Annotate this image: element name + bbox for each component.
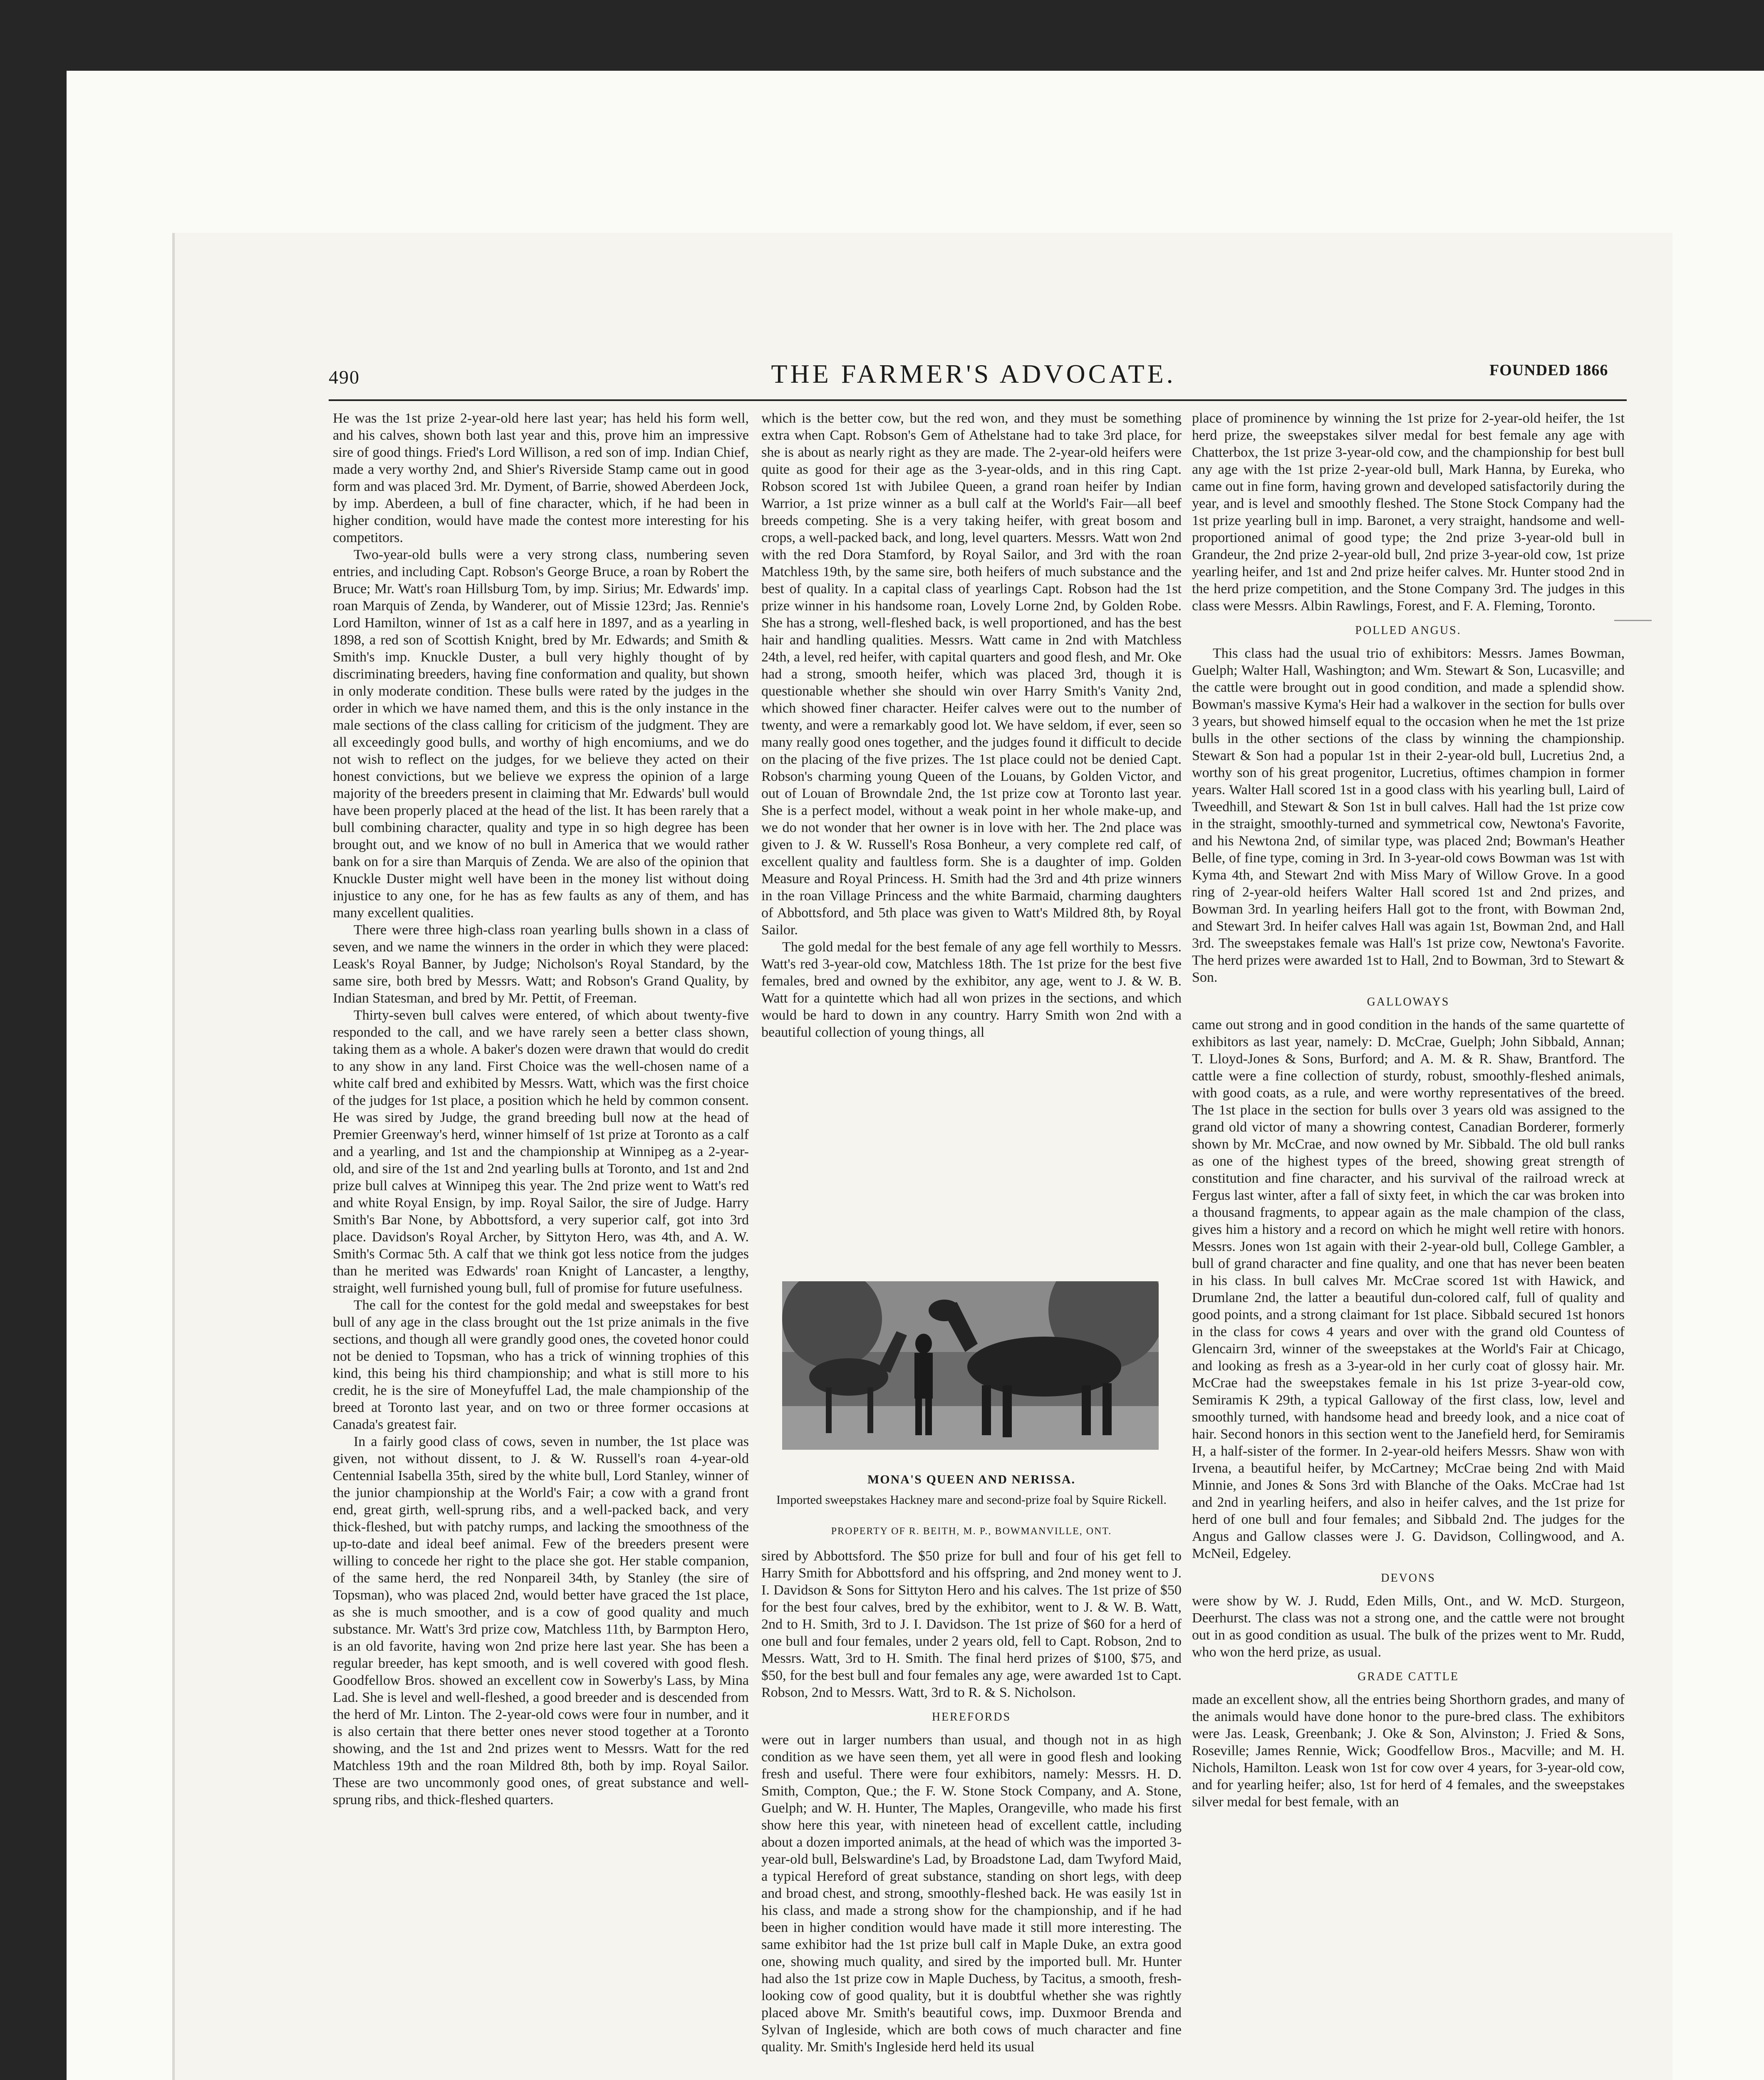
paragraph: were out in larger numbers than usual, and though not in as high condition as we have seen them, yet all were in good flesh and looking fresh and useful. There were four exhibitors, namely: Messrs. H. D. Smith, Compton, Que.; the F. W. Stone Stock Company, and A. Stone, Guelph; and W. H. Hunter, The Maples, Orangeville, who made his first show here this year, with nineteen head of excellent cattle, including about a dozen imported animals, at the head of which was the imported 3-year-old bull, Belswardine's Lad, by Broadstone Lad, dam Twyford Maid, a typical Hereford of great substance, standing on short legs, with deep and broad chest, and strong, smoothly-fleshed back. He was easily 1st in his class, and made a strong show for the championship, and if he had been in higher condition would have made it still more interesting. The same exhibitor had the 1st prize bull calf in Maple Duke, an extra good one, showing much quality, and sired by the imported bull. Mr. Hunter had also the 1st prize cow in Maple Duchess, by Tacitus, a smooth, fresh-looking cow of good quality, but it is doubtful whether she was rightly placed above Mr. Smith's beautiful cows, imp. Duxmoor Brenda and Sylvan of Ingleside, which are both cows of much character and fine quality. Mr. Smith's Ingleside herd held its usual <box>761 1732 1182 2055</box>
column-1 <box>333 410 749 2080</box>
paragraph: This class had the usual trio of exhibitors: Messrs. James Bowman, Guelph; Walter Hall, Washington; and Wm. Stewart & Son, Lucasville; and the cattle were brought out in good condition, and made a splendid show. Bowman's massive Kyma's Heir had a walkover in the section for bulls over 3 years, but showed himself equal to the occasion when he met the 1st prize bulls in the other sections of the class by winning the championship. Stewart & Son had a popular 1st in their 2-year-old bull, Lucretius 2nd, a worthy son of his great progenitor, Lucretius, oftimes champion in former years. Walter Hall scored 1st in a good class with his yearling bull, Laird of Tweedhill, and Stewart & Son 1st in bull calves. Hall had the 1st prize cow in the straight, smoothly-turned and symmetrical cow, Newtona's Favorite, and his Newtona 2nd, of similar type, was placed 2nd; Bowman's Heather Belle, of fine type, coming in 3rd. In 3-year-old cows Bowman was 1st with Kyma 4th, and Stewart 2nd with Miss Mary of Willow Grove. In a good ring of 2-year-old heifers Walter Hall scored 1st and 2nd prizes, and Bowman 3rd. In yearling heifers Hall got to the front, with Bowman 2nd, and Stewart 3rd. In heifer calves Hall was again 1st, Bowman 2nd, and Hall 3rd. The sweepstakes female was Hall's 1st prize cow, Newtona's Favorite. The herd prizes were awarded 1st to Hall, 2nd to Bowman, 3rd to Stewart & Son. <box>1192 646 1625 985</box>
paragraph: sired by Abbottsford. The $50 prize for bull and four of his get fell to Harry Smith for Abbottsford and his offspring, and 2nd money went to J. I. Davidson & Sons for Sittyton Hero and his calves. The 1st prize of $50 for the best four calves, bred by the exhibitor, went to J. & W. B. Watt, 2nd to H. Smith, 3rd to J. I. Davidson. The 1st prize of $60 for a herd of one bull and four females, under 2 years old, fell to Capt. Robson, 2nd to Messrs. Watt, 3rd to H. Smith. The final herd prizes of $100, $75, and $50, for the best bull and four females any age, were awarded 1st to Capt. Robson, 2nd to Messrs. Watt, 3rd to R. & S. Nicholson. <box>761 1548 1182 1700</box>
paragraph: made an excellent show, all the entries being Shorthorn grades, and many of the animals would have done honor to the pure-bred class. The exhibitors were Jas. Leask, Greenbank; J. Oke & Son, Alvinston; J. Fried & Sons, Roseville; James Rennie, Wick; Goodfellow Bros., Macville; and M. H. Nichols, Hamilton. Leask won 1st for cow over 4 years, for 3-year-old cow, and for yearling heifer; also, 1st for herd of 4 females, and the sweepstakes silver medal for best female, with an <box>1192 1692 1625 1810</box>
horse-photograph <box>782 1281 1159 1450</box>
header-rule <box>329 399 1627 401</box>
column-2-lower <box>761 1548 1182 2080</box>
column-2 <box>761 410 1182 1250</box>
masthead-title: THE FARMER'S ADVOCATE. <box>771 359 1176 389</box>
founded-label: FOUNDED 1866 <box>1489 362 1608 379</box>
section-heading-polled-angus: POLLED ANGUS. <box>1355 624 1462 637</box>
paragraph: Thirty-seven bull calves were entered, of which about twenty-five responded to the call, and we have rarely seen a better class shown, taking them as a whole. A baker's dozen were drawn that would do credit to any show in any land. First Choice was the well-chosen name of a white calf bred and exhibited by Messrs. Watt, which was the first choice of the judges for 1st place, a position which he held by common consent. He was sired by Judge, the grand breeding bull now at the head of Premier Greenway's herd, winner himself of 1st prize at Toronto as a calf and a yearling, and 1st and the championship at Winnipeg as a 2-year-old, and sire of the 1st and 2nd yearling bulls at Toronto, and 1st and 2nd prize bull calves at Winnipeg this year. The 2nd prize went to Watt's red and white Royal Ensign, by imp. Royal Sailor, the sire of Judge. Harry Smith's Bar None, by Abbottsford, a very superior calf, got into 3rd place. Davidson's Royal Archer, by Sittyton Hero, was 4th, and A. W. Smith's Cormac 5th. A calf that we think got less notice from the judges than he merited was Edwards' roan Knight of Lancaster, a lengthy, straight, well furnished young bull, full of promise for future usefulness. <box>333 1008 749 1296</box>
section-heading-grade-cattle: GRADE CATTLE <box>1358 1670 1459 1683</box>
figure-title: MONA'S QUEEN AND NERISSA. <box>867 1473 1076 1486</box>
paragraph: were show by W. J. Rudd, Eden Mills, Ont., and W. McD. Sturgeon, Deerhurst. The class was not a strong one, and the cattle were not brought out in as good condition as usual. The bulk of the prizes went to Mr. Rudd, who won the herd prize, as usual. <box>1192 1593 1625 1660</box>
paragraph: He was the 1st prize 2-year-old here last year; has held his form well, and his calves, shown both last year and this, prove him an impressive sire of good things. Fried's Lord Willison, a red son of imp. Indian Chief, made a very worthy 2nd, and Shier's Riverside Stamp came out in good form and was placed 3rd. Mr. Dyment, of Barrie, showed Aberdeen Jock, by imp. Aberdeen, a bull of fine character, which, if he had been in higher condition, would have made the contest more interesting for his competitors. <box>333 411 749 545</box>
horse-photo-illustration <box>782 1281 1159 1450</box>
paragraph: There were three high-class roan yearling bulls shown in a class of seven, and we name the winners in the order in which they were placed: Leask's Royal Banner, by Judge; Nicholson's Royal Standard, by the same sire, both bred by Messrs. Watt; and Robson's Grand Quality, by Indian Statesman, and bred by Mr. Pettit, of Freeman. <box>333 922 749 1006</box>
section-heading-herefords: HEREFORDS <box>932 1711 1011 1723</box>
paragraph: came out strong and in good condition in the hands of the same quartette of exhibitors as last year, namely: D. McCrae, Guelph; John Sibbald, Annan; T. Lloyd-Jones & Sons, Burford; and A. M. & R. Shaw, Brantford. The cattle were a fine collection of sturdy, robust, smoothly-fleshed animals, with good coats, as a rule, and were worthy representatives of the breed. The 1st place in the section for bulls over 3 years old was assigned to the grand old victor of many a showring contest, Canadian Borderer, formerly shown by Mr. McCrae, and now owned by Mr. Sibbald. The old bull ranks as one of the highest types of the breed, showing great strength of constitution and fine character, and his survival of the railroad wreck at Fergus last winter, after a fall of sixty feet, in which the car was broken into a thousand fragments, to appear again as the male champion of the class, gives him a history and a record on which he might well retire with honors. Messrs. Jones won 1st again with their 2-year-old bull, College Gambler, a bull of grand character and fine quality, and one that has never been beaten in his class. In bull calves Mr. McCrae scored 1st with Hawick, and Drumlane 2nd, the latter a beautiful dun-colored calf, full of quality and good points, and a strong claimant for 1st place. Sibbald secured 1st honors in the class for cows 4 years and over with the grand old Countess of Glencairn 3rd, winner of the sweepstakes at the World's Fair at Chicago, and looking as fresh as a 3-year-old in her curly coat of glossy hair. Mr. McCrae had the sweepstakes female in his 1st prize 3-year-old cow, Semiramis K 29th, a typical Galloway of the first class, low, level and smoothly turned, with handsome head and breedy look, and a nice coat of hair. Second honors in this section went to the Janefield herd, for Semiramis H, a half-sister of the former. In 2-year-old heifers Messrs. Shaw won with Irvena, a beautiful heifer, by McCartney; McCrae being 2nd with Maid Minnie, and Jones & Sons 3rd with Blanche of the Oaks. McCrae had 1st and 2nd in yearling heifers, and also in heifer calves, and the 1st prize for herd of one bull and four females; and Sibbald 2nd. The judges for the Angus and Gallow classes were J. G. Davidson, Collingwood, and A. McNeil, Edgeley. <box>1192 1017 1625 1561</box>
column-3 <box>1192 410 1625 2080</box>
paragraph: The gold medal for the best female of any age fell worthily to Messrs. Watt's red 3-year-old cow, Matchless 18th. The 1st prize for the best five females, bred and owned by the exhibitor, any age, went to J. & W. B. Watt for a quintette which had all won prizes in the sections, and which would be hard to down in any country. Harry Smith won 2nd with a beautiful collection of young things, all <box>761 939 1182 1040</box>
paragraph: which is the better cow, but the red won, and they must be something extra when Capt. Robson's Gem of Athelstane had to take 3rd place, for she is about as nearly right as they are made. The 2-year-old heifers were quite as good for their age as the 3-year-olds, and in this ring Capt. Robson scored 1st with Jubilee Queen, a grand roan heifer by Indian Warrior, a 1st prize winner as a bull calf at the World's Fair—all beef breeds competing. She is a very taking heifer, with great bosom and crops, a well-packed back, and long, level quarters. Messrs. Watt won 2nd with the red Dora Stamford, by Royal Sailor, and 3rd with the roan Matchless 19th, by the same sire, both heifers of much substance and the best of quality. In a capital class of yearlings Capt. Robson had the 1st prize winner in his handsome roan, Lovely Lorne 2nd, by Golden Robe. She has a strong, well-fleshed back, is well proportioned, and has the best hair and handling qualities. Messrs. Watt came in 2nd with Matchless 24th, a level, red heifer, with capital quarters and good flesh, and Mr. Oke had a strong, smooth heifer, which was placed 3rd, though it is questionable whether she should win over Harry Smith's Vanity 2nd, which showed finer character. Heifer calves were out to the number of twenty, and were a remarkably good lot. We have seldom, if ever, seen so many really good ones together, and the judges found it difficult to decide on the placing of the five prizes. The 1st place could not be denied Capt. Robson's charming young Queen of the Louans, by Golden Victor, and out of Louan of Browndale 2nd, the 1st prize cow at Toronto last year. She is a perfect model, without a weak point in her whole make-up, and we do not wonder that her owner is in love with her. The 2nd place was given to J. & W. Russell's Rosa Bonheur, a very complete red calf, of excellent quality and faultless form. She is a daughter of imp. Golden Measure and Royal Princess. H. Smith had the 3rd and 4th prize winners in the roan Village Princess and the white Barmaid, charming daughters of Abbottsford, and 5th place was given to Watt's Mildred 8th, by Royal Sailor. <box>761 411 1182 938</box>
paragraph: place of prominence by winning the 1st prize for 2-year-old heifer, the 1st herd prize, the sweepstakes silver medal for best female any age with Chatterbox, the 1st prize 3-year-old cow, and the championship for best bull any age with the 1st prize 2-year-old bull, Mark Hanna, by Eureka, who came out in fine form, having grown and developed satisfactorily during the year, and is level and smoothly fleshed. The Stone Stock Company had the 1st prize yearling bull in imp. Baronet, a very straight, handsome and well-proportioned animal of good type; the 2nd prize 3-year-old bull in Grandeur, the 2nd prize 2-year-old bull, 2nd prize 3-year-old cow, 1st prize yearling heifer, and 1st and 2nd prize heifer calves. Mr. Hunter stood 2nd in the herd prize competition, and the Stone Company 3rd. The judges in this class were Messrs. Albin Rawlings, Forest, and F. A. Fleming, Toronto. <box>1192 411 1625 614</box>
page-number: 490 <box>329 366 360 388</box>
figure-subtitle: Imported sweepstakes Hackney mare and second-prize foal by Squire Rickell. <box>776 1493 1167 1507</box>
paragraph: In a fairly good class of cows, seven in number, the 1st place was given, not without dissent, to J. & W. Russell's roan 4-year-old Centennial Isabella 35th, sired by the white bull, Lord Stanley, winner of the junior championship at the World's Fair; a cow with a grand front end, great girth, well-sprung ribs, and a well-packed back, and very thick-fleshed, but with patchy rumps, and lacking the smoothness of the up-to-date and ideal beef animal. Few of the breeders present were willing to concede her right to the place she got. Her stable companion, of the same herd, the red Nonpareil 34th, by Stanley (the sire of Topsman), who was placed 2nd, would better have graced the 1st place, as she is much smoother, and is a cow of good quality and much substance. Mr. Watt's 3rd prize cow, Matchless 11th, by Barmpton Hero, is an old favorite, having won 2nd prize here last year. She has been a regular breeder, has kept smooth, and is well covered with good flesh. Goodfellow Bros. showed an excellent cow in Sowerby's Lass, by Mina Lad. She is level and well-fleshed, a good breeder and is descended from the herd of Mr. Linton. The 2-year-old cows were four in number, and it is also certain that there better ones never stood together at a Toronto showing, and the 1st and 2nd prizes went to Messrs. Watt for the red Matchless 19th and the roan Mildred 8th, both by imp. Royal Sailor. These are two uncommonly good ones, of great substance and well-sprung ribs, and thick-fleshed quarters. <box>333 1434 749 1808</box>
figure-property-line: PROPERTY OF R. BEITH, M. P., BOWMANVILLE, ONT. <box>831 1526 1112 1537</box>
section-heading-devons: DEVONS <box>1381 1572 1436 1585</box>
paragraph: Two-year-old bulls were a very strong class, numbering seven entries, and including Capt. Robson's George Bruce, a roan by Robert the Bruce; Mr. Watt's roan Hillsburg Tom, by imp. Sirius; Mr. Edwards' imp. roan Marquis of Zenda, by Wanderer, out of Missie 123rd; Jas. Rennie's Lord Hamilton, winner of 1st as a calf here in 1897, and as a yearling in 1898, a red son of Scottish Knight, bred by Mr. Edwards; and Smith & Smith's imp. Knuckle Duster, a bull very highly thought of by discriminating breeders, having fine conformation and quality, but shown in only moderate condition. These bulls were rated by the judges in the order in which we have named them, and this is the only instance in the male sections of the class calling for criticism of the judgment. They are all exceedingly good bulls, and worthy of high encomiums, and we do not wish to reflect on the judges, for we believe they acted on their honest convictions, but we believe we express the opinion of a large majority of the breeders present in claiming that Mr. Edwards' bull would have been properly placed at the head of the list. It has been rarely that a bull combining character, quality and type in so high degree has been brought out, and we know of no bull in America that we would rather bank on for a sire than Marquis of Zenda. We are also of the opinion that Knuckle Duster might well have been in the money list without doing injustice to any one, for he has as few faults as any of them, and has many excellent qualities. <box>333 547 749 921</box>
section-heading-galloways: GALLOWAYS <box>1367 995 1450 1008</box>
paragraph: The call for the contest for the gold medal and sweepstakes for best bull of any age in the class brought out the 1st prize animals in the five sections, and though all were grandly good ones, the coveted honor could not be denied to Topsman, who has a trick of winning trophies of this kind, this being his third championship; and what is still more to his credit, he is the sire of Moneyfuffel Lad, the male championship of the breed at Toronto last year, and on two or three former occasions at Canada's greatest fair. <box>333 1298 749 1432</box>
